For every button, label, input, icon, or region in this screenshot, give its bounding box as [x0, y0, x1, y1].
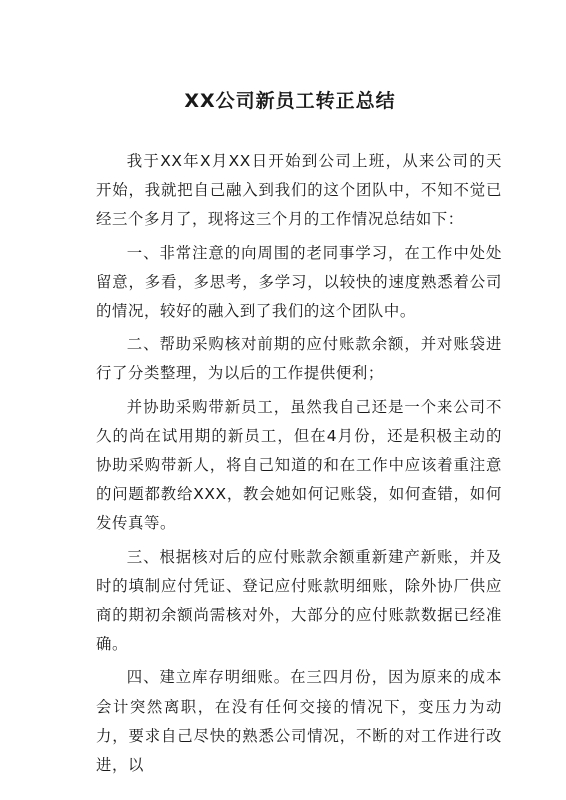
document-title: XX公司新员工转正总结	[184, 90, 396, 112]
paragraph-item-1: 一、非常注意的向周围的老同事学习，在工作中处处留意，多看，多思考，多学习，以较快的速度熟悉着公司的情况，较好的融入到了我们的这个团队中。	[96, 243, 502, 321]
paragraph-item-3: 三、根据核对后的应付账款余额重新建产新账，并及时的填制应付凭证、登记应付账款明细账，除外协厂供应商的期初余额尚需核对外，大部分的应付账款数据已经准确。	[96, 547, 502, 654]
paragraph-item-4: 四、建立库存明细账。在三四月份，因为原来的成本会计突然离职，在没有任何交接的情况下，变压力为动力，要求自己尽快的熟悉公司情况，不断的对工作进行改进，以	[96, 668, 502, 775]
paragraph-intro: 我于XX年X月XX日开始到公司上班，从来公司的天开始，我就把自己融入到我们的这个团队中，不知不觉已经三个多月了，现将这三个月的工作情况总结如下：	[96, 152, 502, 229]
paragraph-item-2-continued: 并协助采购带新员工，虽然我自己还是一个来公司不久的尚在试用期的新员工，但在4月份，还是积极主动的协助采购带新人，将自己知道的和在工作中应该着重注意的问题都教给XXX，教会她如何记账袋，如何查错，如何发传真等。	[96, 397, 502, 533]
paragraph-item-2: 二、帮助采购核对前期的应付账款余额，并对账袋进行了分类整理，为以后的工作提供便利；	[96, 335, 502, 383]
